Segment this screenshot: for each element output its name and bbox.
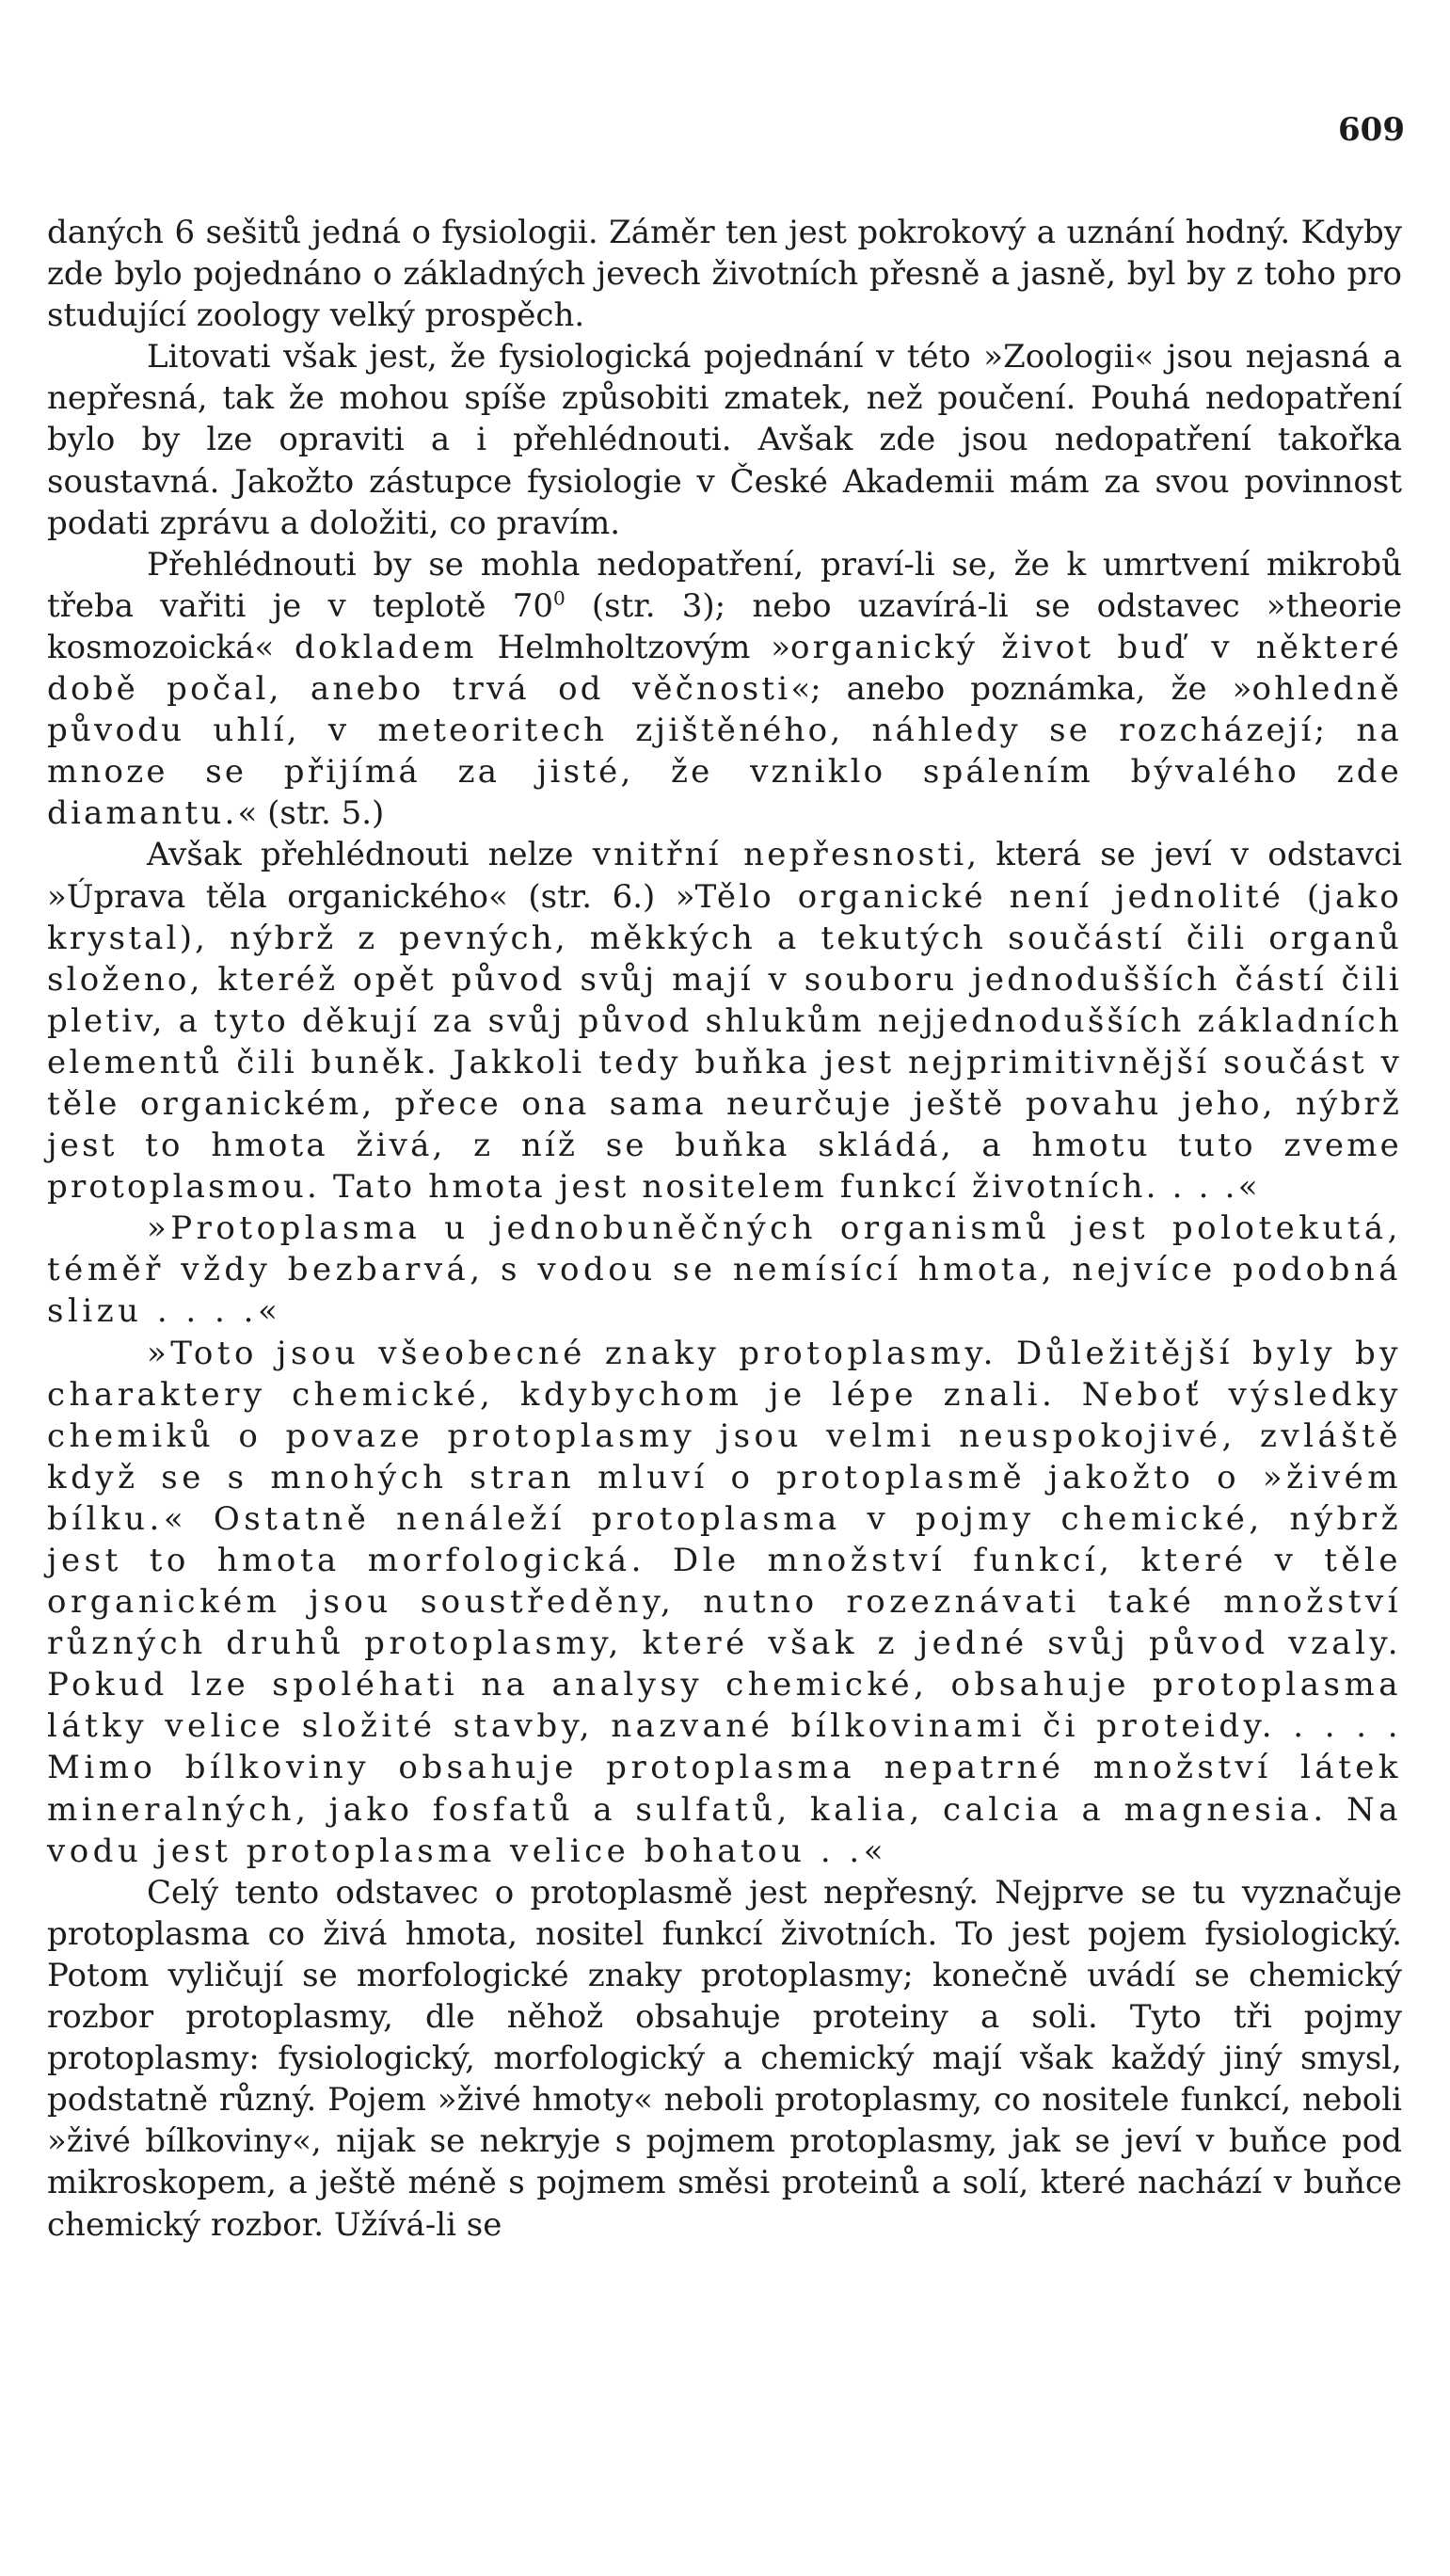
p3-quote-note: ohledně původu uhlí, v meteoritech zjištěného, náhledy se rozcházejí; na mnoze se přijímá za jisté, že vzniklo spálením bývalého zde diamantu. bbox=[47, 670, 1402, 833]
body-text bbox=[47, 212, 1402, 2246]
paragraph-2: Litovati však jest, že fysiologická pojednání v této »Zoologii« jsou nejasná a nepřesná, tak že mohou spíše způsobiti zmatek, než poučení. Pouhá nedopatření bylo by lze opraviti a i přehlédnouti. Avšak zde jsou nedopatření takořka soustavná. Jakožto zástupce fysiologie v České Akademii mám za svou povinnost podati zprávu a doložiti, co pravím. bbox=[47, 338, 1402, 542]
paragraph-5: »Protoplasma u jednobuněčných organismů jest polotekutá, téměř vždy bezbarvá, s vodou se nemísící hmota, nejvíce podobná slizu . . . .« bbox=[47, 1209, 1402, 1331]
p3-quote-helmholtz: organický život buď v některé době počal, anebo trvá od věčnosti bbox=[47, 628, 1402, 709]
p4-text-c: , která se jeví v odstavci »Úprava těla organického« (str. 6.) » bbox=[47, 836, 1402, 916]
paragraph-4 bbox=[47, 834, 1402, 1208]
p4-text-e: « bbox=[1237, 1168, 1258, 1207]
p3-text-a: Přehlédnouti by se mohla nedopatření, praví-li se, že k umrtvení mikrobů třeba vařiti je v teplotě 70 bbox=[47, 545, 1402, 625]
p3-emphasis-dokladem: dokladem bbox=[295, 628, 477, 666]
p3-text-b: (str. 3); nebo uzavírá-li se odstavec »theorie kosmozoická« bbox=[47, 586, 1402, 666]
paragraph-6: »Toto jsou všeobecné znaky protoplasmy. Důležitější byly by charaktery chemické, kdybychom je lépe znali. Neboť výsledky chemiků o povaze protoplasmy jsou velmi neuspokojivé, zvláště když se s mnohých stran mluví o protoplasmě jakožto o »živém bílku.« Ostatně nenáleží protoplasma v pojmy chemické, nýbrž jest to hmota morfologická. Dle množství funkcí, které v těle organickém jsou soustředěny, nutno rozeznávati také množství různých druhů protoplasmy, které však z jedné svůj původ vzaly. Pokud lze spoléhati na analysy chemické, obsahuje protoplasma látky velice složité stavby, nazvané bílkovinami či proteidy. . . . . Mimo bílkoviny obsahuje protoplasma nepatrné množství látek mineralných, jako fosfatů a sulfatů, kalia, calcia a magnesia. Na vodu jest protoplasma velice bohatou . .« bbox=[47, 1334, 1402, 1870]
p4-emphasis: vnitřní nepřesnosti bbox=[592, 836, 967, 874]
p4-quote: Tělo organické není jednolité (jako krystal), nýbrž z pevných, měkkých a tekutých součástí čili organů složeno, kteréž opět původ svůj mají v souboru jednodušších částí čili pletiv, a tyto děkují za svůj původ shlukům nejjednodušších základních elementů čili buněk. Jakkoli tedy buňka jest nejprimitivnější součást v těle organickém, přece ona sama neurčuje ještě povahu jeho, nýbrž jest to hmota živá, z níž se buňka skládá, a hmotu tuto zveme protoplasmou. Tato hmota jest nositelem funkcí životních. . . . bbox=[47, 877, 1402, 1207]
degree-superscript: 0 bbox=[552, 586, 566, 610]
page-number: 609 bbox=[1338, 111, 1405, 149]
paragraph-3 bbox=[47, 544, 1402, 835]
p3-text-d: Helmholtzovým » bbox=[476, 628, 791, 666]
p4-text-a: Avšak přehlédnouti nelze bbox=[147, 836, 593, 874]
p3-text-f: «; anebo poznámka, že » bbox=[790, 670, 1252, 709]
paragraph-7: Celý tento odstavec o protoplasmě jest nepřesný. Nejprve se tu vyznačuje protoplasma co živá hmota, nositel funkcí životních. To jest pojem fysiologický. Potom vyličují se morfologické znaky protoplasmy; konečně uvádí se chemický rozbor protoplasmy, dle něhož obsahuje proteiny a soli. Tyto tři pojmy protoplasmy: fysiologický, morfologický a chemický mají však každý jiný smysl, podstatně různý. Pojem »živé hmoty« neboli protoplasmy, co nositele funkcí, neboli »živé bílkoviny«, nijak se nekryje s pojmem protoplasmy, jak se jeví v buňce pod mikroskopem, a ještě méně s pojmem směsi proteinů a solí, které nachází v buňce chemický rozbor. Užívá-li se bbox=[47, 1873, 1402, 2244]
p3-text-h: « (str. 5.) bbox=[237, 794, 385, 833]
paragraph-1: daných 6 sešitů jedná o fysiologii. Záměr ten jest pokrokový a uznání hodný. Kdyby zde bylo pojednáno o základných jevech životních přesně a jasně, byl by z toho pro studující zoology velký prospěch. bbox=[47, 214, 1402, 335]
